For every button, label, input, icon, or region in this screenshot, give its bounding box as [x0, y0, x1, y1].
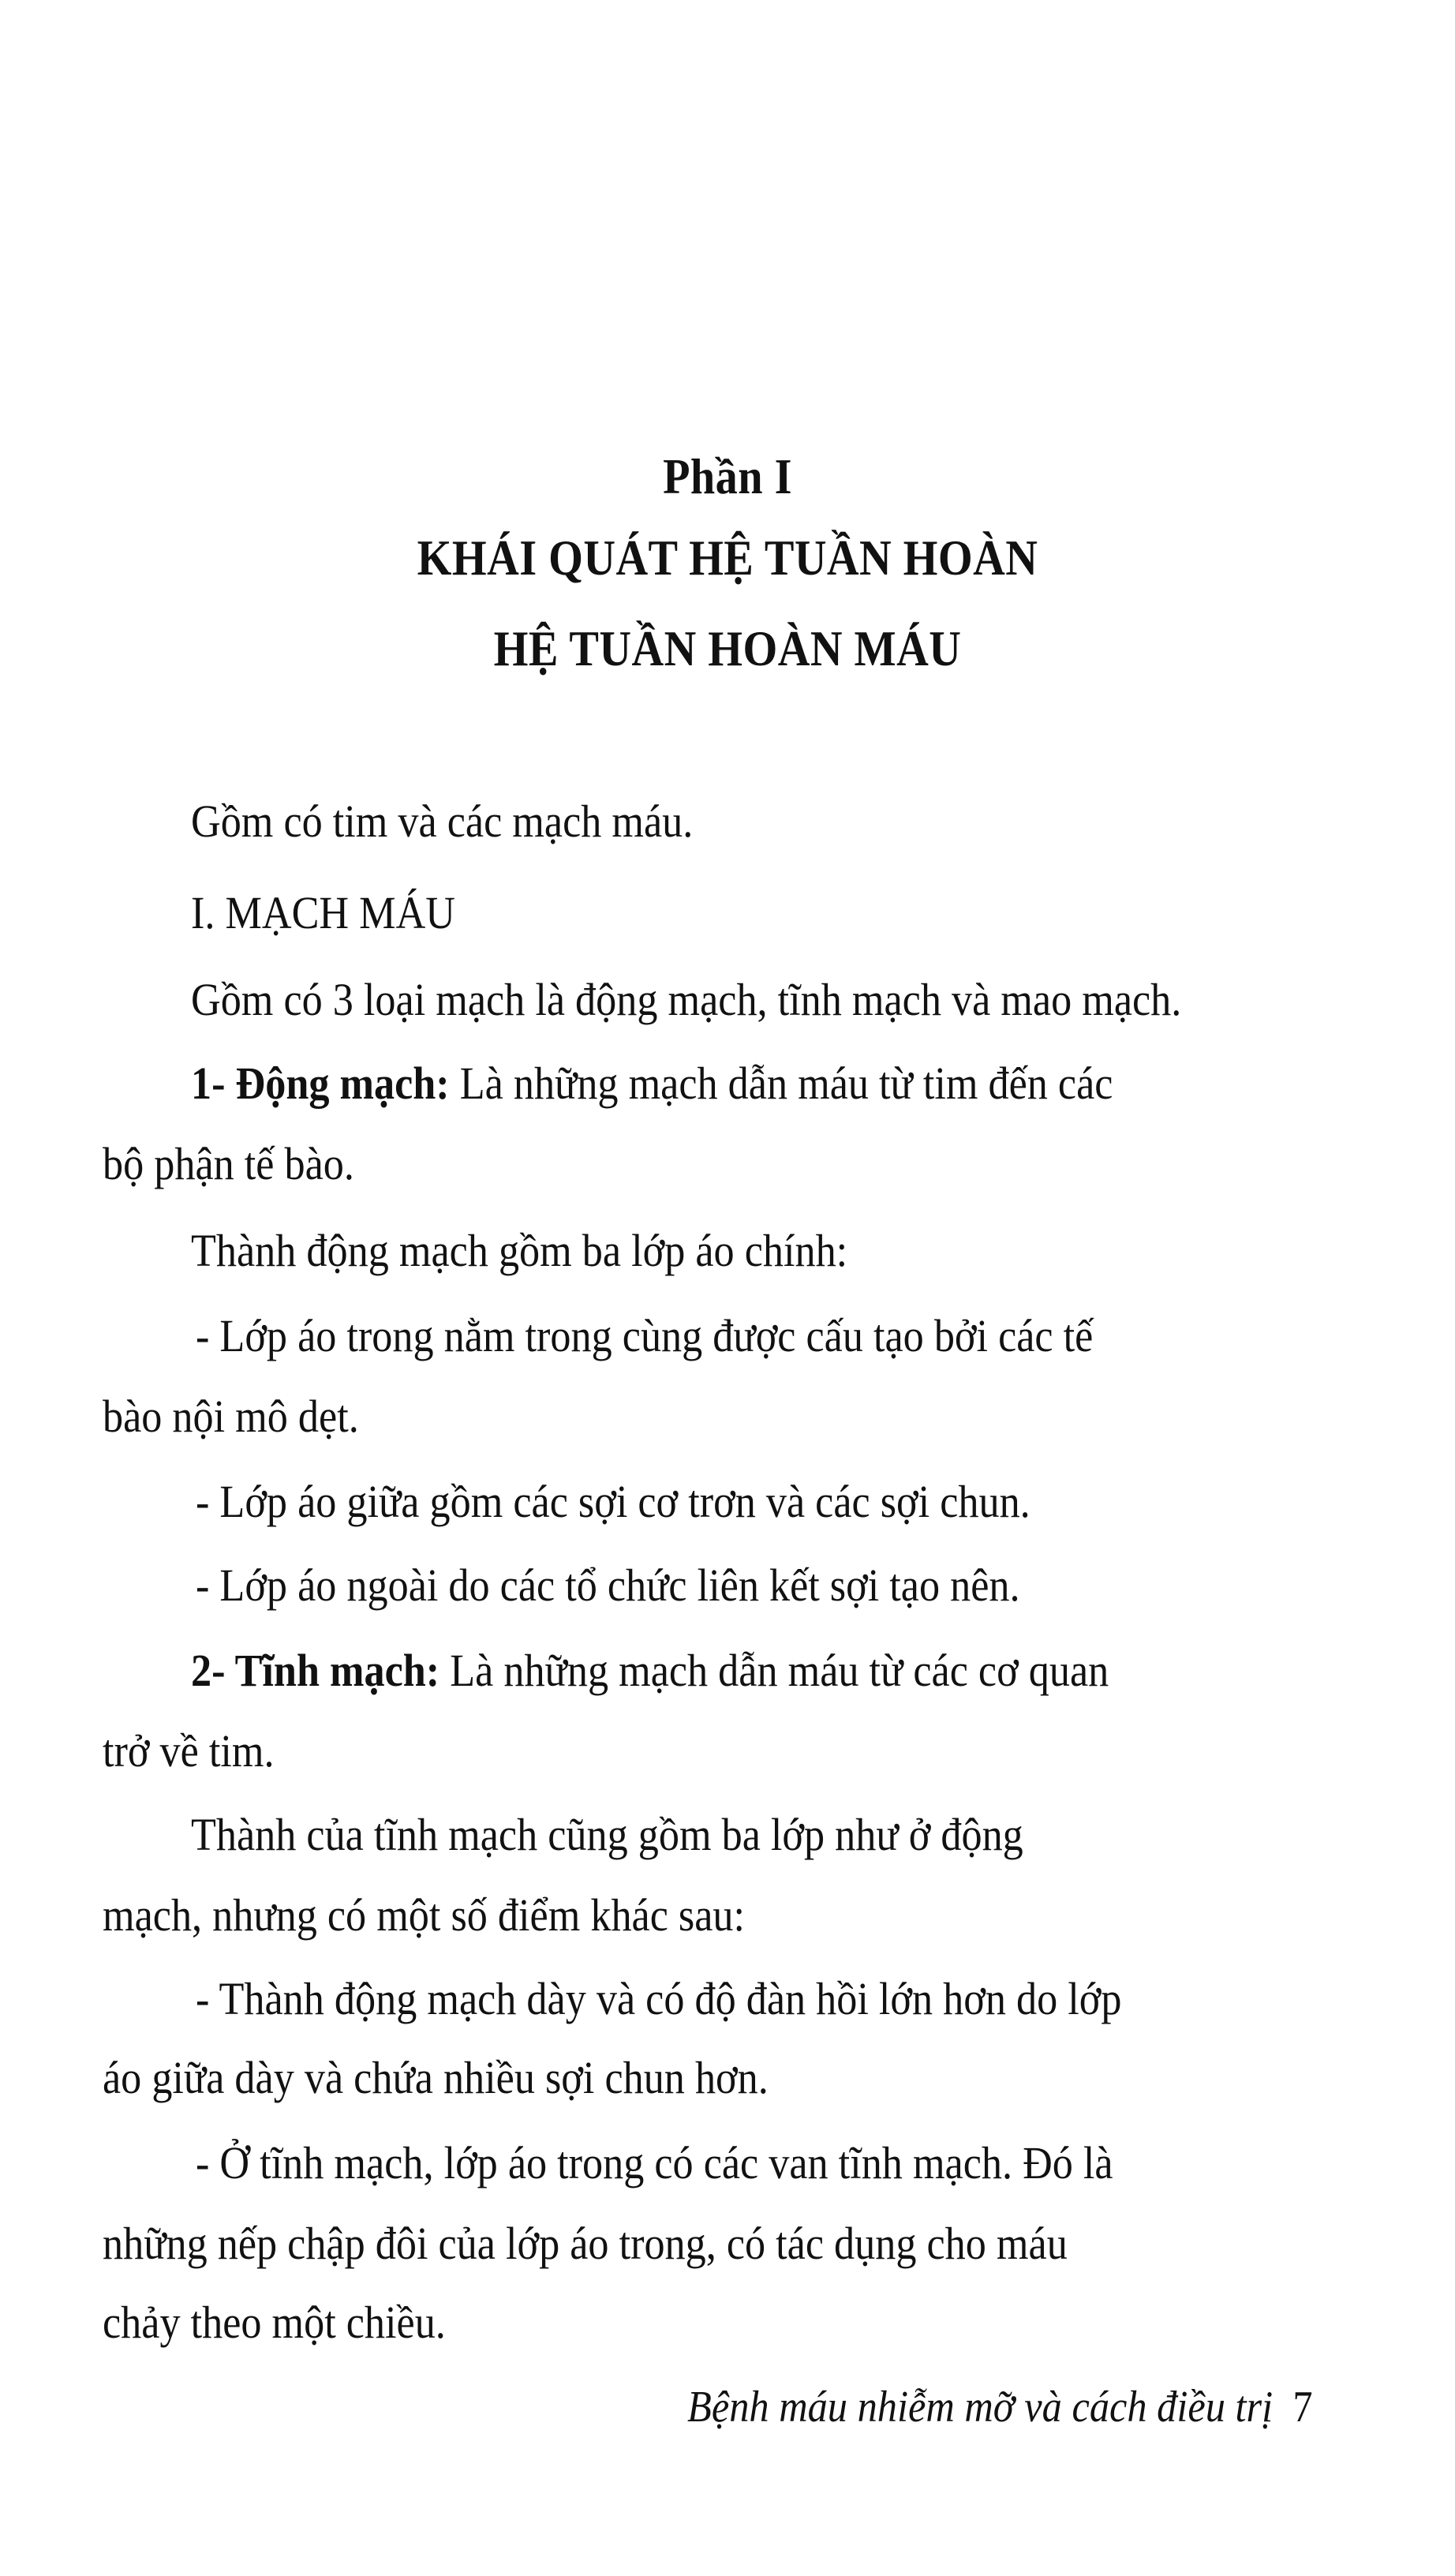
- artery-layer-outer: - Lớp áo ngoài do các tổ chức liên kết sợi tạo nên.: [196, 1559, 1020, 1611]
- artery-layer-middle: - Lớp áo giữa gồm các sợi cơ trơn và các sợi chun.: [196, 1476, 1030, 1527]
- difference-1-cont: áo giữa dày và chứa nhiều sợi chun hơn.: [103, 2052, 769, 2103]
- page-number: 7: [1292, 2383, 1313, 2432]
- artery-definition-text: Là những mạch dẫn máu từ tim đến các: [449, 1058, 1113, 1109]
- artery-definition: [191, 1058, 1113, 1109]
- vein-definition-cont: trở về tim.: [103, 1725, 275, 1777]
- artery-term: 1- Động mạch:: [191, 1058, 450, 1109]
- artery-wall-intro: Thành động mạch gồm ba lớp áo chính:: [191, 1225, 848, 1276]
- vein-term: 2- Tĩnh mạch:: [191, 1645, 440, 1696]
- vein-wall-paragraph-cont: mạch, nhưng có một số điểm khác sau:: [103, 1889, 746, 1941]
- chapter-title: KHÁI QUÁT HỆ TUẦN HOÀN: [417, 530, 1038, 586]
- artery-layer-inner: - Lớp áo trong nằm trong cùng được cấu tạo bởi các tế: [196, 1310, 1094, 1361]
- running-footer: [687, 2383, 1313, 2432]
- intro-paragraph: Gồm có tim và các mạch máu.: [191, 796, 694, 847]
- vein-definition: [191, 1645, 1109, 1696]
- part-heading: Phần I: [663, 448, 792, 504]
- artery-layer-inner-cont: bào nội mô dẹt.: [103, 1391, 359, 1442]
- chapter-subtitle: HỆ TUẦN HOÀN MÁU: [493, 620, 962, 676]
- vein-wall-paragraph: Thành của tĩnh mạch cũng gồm ba lớp như ở động: [191, 1809, 1023, 1860]
- artery-definition-cont: bộ phận tế bào.: [103, 1138, 354, 1189]
- difference-2: - Ở tĩnh mạch, lớp áo trong có các van tĩnh mạch. Đó là: [196, 2137, 1113, 2188]
- section-intro: Gồm có 3 loại mạch là động mạch, tĩnh mạch và mao mạch.: [191, 974, 1182, 1025]
- section-heading: I. MẠCH MÁU: [191, 887, 455, 938]
- vein-definition-text: Là những mạch dẫn máu từ các cơ quan: [439, 1645, 1109, 1696]
- difference-2-cont: những nếp chập đôi của lớp áo trong, có tác dụng cho máu: [103, 2218, 1068, 2269]
- difference-2-end: chảy theo một chiều.: [103, 2297, 446, 2348]
- difference-1: - Thành động mạch dày và có độ đàn hồi lớn hơn do lớp: [196, 1973, 1122, 2024]
- footer-book-title: Bệnh máu nhiễm mỡ và cách điều trị: [687, 2383, 1274, 2432]
